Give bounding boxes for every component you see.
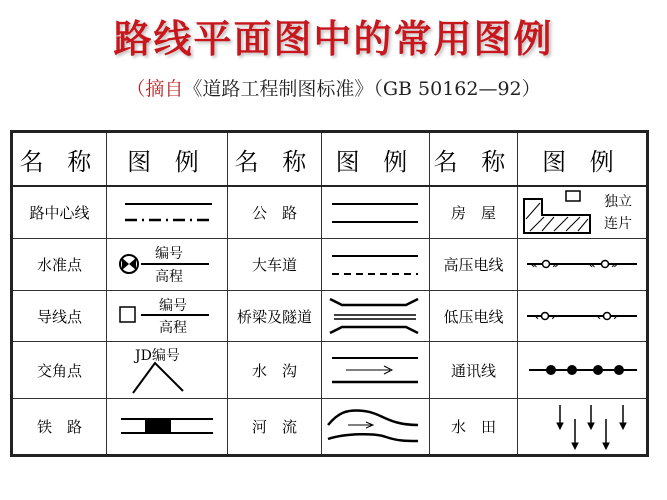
header-name: 名 称 bbox=[228, 132, 322, 187]
contiguous-label: 连片 bbox=[604, 216, 632, 233]
name-cell: 交角点 bbox=[12, 342, 107, 398]
elevation-label: 高程 bbox=[155, 269, 183, 286]
table-row bbox=[12, 398, 648, 455]
name-cell: 水 田 bbox=[430, 398, 518, 455]
road-centerline-symbol bbox=[117, 192, 217, 232]
bridge-tunnel-symbol bbox=[328, 293, 423, 339]
house-symbol bbox=[522, 189, 602, 235]
railway-symbol bbox=[117, 411, 217, 441]
highway-symbol bbox=[328, 192, 423, 232]
name-cell: 水准点 bbox=[12, 238, 107, 290]
header-row bbox=[12, 132, 648, 187]
intersection-point-symbol bbox=[117, 345, 217, 395]
name-cell: 导线点 bbox=[12, 290, 107, 342]
svg-text:«: « bbox=[530, 260, 537, 272]
name-cell: 河 流 bbox=[228, 398, 322, 455]
paddy-field-symbol bbox=[532, 401, 632, 451]
subtitle-prefix: （摘自 bbox=[126, 78, 184, 100]
name-cell: 通讯线 bbox=[430, 342, 518, 398]
svg-text:»: » bbox=[610, 260, 617, 272]
communication-line-symbol bbox=[525, 355, 640, 385]
number-label: 编号 bbox=[159, 298, 187, 315]
jd-label: JD编号 bbox=[135, 348, 180, 365]
table-row bbox=[12, 342, 648, 398]
river-symbol bbox=[326, 403, 426, 449]
subtitle bbox=[0, 74, 667, 101]
svg-text:‹: ‹ bbox=[596, 312, 601, 324]
subtitle-source: 《道路工程制图标准》（GB 50162—92） bbox=[183, 78, 541, 100]
name-cell: 桥梁及隧道 bbox=[228, 290, 322, 342]
page-title: 路线平面图中的常用图例 bbox=[113, 16, 554, 61]
header-legend: 图 例 bbox=[518, 132, 648, 187]
header-name: 名 称 bbox=[12, 132, 107, 187]
name-cell: 路中心线 bbox=[12, 186, 107, 238]
name-cell: 公 路 bbox=[228, 186, 322, 238]
table-row bbox=[12, 290, 648, 342]
low-voltage-line-symbol bbox=[525, 301, 640, 331]
name-cell: 大车道 bbox=[228, 238, 322, 290]
independent-label: 独立 bbox=[604, 194, 632, 211]
svg-text:›: › bbox=[550, 312, 555, 324]
header-legend: 图 例 bbox=[322, 132, 430, 187]
name-cell: 水 沟 bbox=[228, 342, 322, 398]
header-legend: 图 例 bbox=[107, 132, 228, 187]
ditch-symbol bbox=[328, 350, 423, 390]
table-row bbox=[12, 238, 648, 290]
header-name: 名 称 bbox=[430, 132, 518, 187]
name-cell: 高压电线 bbox=[430, 238, 518, 290]
number-label: 编号 bbox=[155, 246, 183, 263]
name-cell: 房 屋 bbox=[430, 186, 518, 238]
table-row bbox=[12, 186, 648, 238]
name-cell: 低压电线 bbox=[430, 290, 518, 342]
svg-text:‹: ‹ bbox=[534, 312, 539, 324]
legend-table bbox=[10, 130, 649, 457]
svg-text:»: » bbox=[551, 260, 558, 272]
name-cell: 铁 路 bbox=[12, 398, 107, 455]
cart-road-symbol bbox=[328, 244, 423, 284]
high-voltage-line-symbol bbox=[525, 249, 640, 279]
svg-text:›: › bbox=[612, 312, 617, 324]
svg-text:«: « bbox=[588, 260, 595, 272]
elevation-label: 高程 bbox=[159, 320, 187, 337]
